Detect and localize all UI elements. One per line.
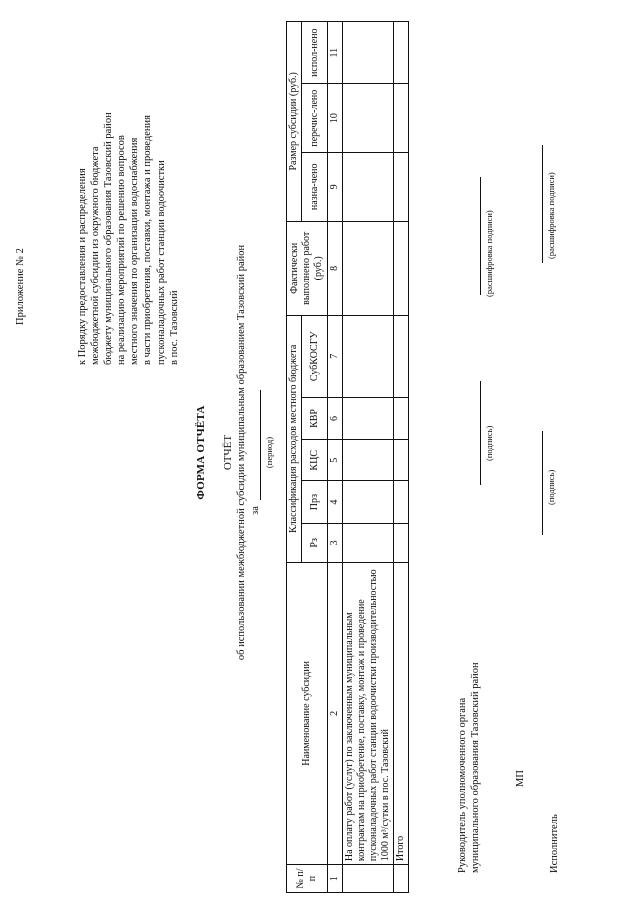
order-line: межбюджетной субсидии из окружного бюджета: [90, 146, 102, 365]
header-subsidy: Размер субсидии (руб.): [287, 22, 302, 222]
table-row-total: [394, 22, 409, 893]
cell-rz[interactable]: [343, 524, 394, 563]
cell-subkosgu[interactable]: [394, 316, 409, 398]
form-title: ФОРМА ОТЧЁТА: [195, 405, 207, 500]
cell-prz[interactable]: [394, 481, 409, 524]
executor-sign-line[interactable]: [542, 431, 543, 535]
order-line: на реализацию мероприятий по решению вопросов: [116, 135, 128, 365]
cell-rz[interactable]: [394, 524, 409, 563]
cell-prz[interactable]: [343, 481, 394, 524]
cell-kcs[interactable]: [343, 440, 394, 481]
appendix-number: Приложение № 2: [15, 248, 26, 325]
col-num: 7: [328, 316, 343, 398]
head-decode-line[interactable]: [480, 177, 481, 295]
header-actual: Фактически выполнено работ (руб.): [287, 221, 328, 315]
cell-assigned[interactable]: [343, 152, 394, 221]
header-subkosgu: СубКОСГУ: [302, 316, 328, 398]
executor-decode-line[interactable]: [542, 145, 543, 263]
col-num: 1: [328, 865, 343, 893]
header-assigned: назна-чено: [302, 152, 328, 221]
col-num: 10: [328, 84, 343, 153]
row-num: [343, 865, 394, 893]
order-line: местного значения по организации водоснабжения: [129, 137, 141, 365]
stamp-label: МП: [515, 770, 526, 787]
col-num: 6: [328, 397, 343, 440]
header-num: № п/п: [287, 865, 328, 893]
order-line: пусконаладочных работ станции водоочистки: [155, 160, 167, 365]
cell-used[interactable]: [343, 22, 394, 84]
col-num: 9: [328, 152, 343, 221]
report-title: ОТЧЁТ: [222, 434, 234, 471]
header-rz: Рз: [302, 524, 328, 563]
col-num: 3: [328, 524, 343, 563]
header-classification: Классификация расходов местного бюджета: [287, 316, 302, 563]
cell-actual[interactable]: [394, 221, 409, 315]
col-num: 8: [328, 221, 343, 315]
decode-caption: (расшифровка подписи): [484, 210, 494, 297]
header-name: Наименование субсидии: [287, 562, 328, 864]
period-caption: (период): [264, 436, 274, 469]
head-line: муниципального образования Тазовский район: [470, 662, 481, 873]
order-line: в пос. Тазовский: [168, 290, 180, 365]
decode-caption: (расшифровка подписи): [546, 172, 556, 259]
cell-assigned[interactable]: [394, 152, 409, 221]
col-num: 2: [328, 562, 343, 864]
cell-kcs[interactable]: [394, 440, 409, 481]
executor-label: Исполнитель: [549, 814, 560, 873]
row-num: [394, 865, 409, 893]
cell-used[interactable]: [394, 22, 409, 84]
column-number-row: [328, 22, 343, 893]
header-transferred: перечис-лено: [302, 84, 328, 153]
cell-subkosgu[interactable]: [343, 316, 394, 398]
order-line: к Порядку предоставления и распределения: [77, 168, 88, 365]
header-kcs: КЦС: [302, 440, 328, 481]
cell-kvr[interactable]: [394, 397, 409, 440]
sign-caption: (подпись): [546, 469, 556, 505]
cell-transferred[interactable]: [343, 84, 394, 153]
cell-transferred[interactable]: [394, 84, 409, 153]
table-row: [343, 22, 394, 893]
row-name: На оплату работ (услуг) по заключенным муниципальным контрактам на приобретение, поставку, монтаж и проведение пусконаладочных работ станции водоочистки производительностью 1000 м³/сутки в пос. Тазовский: [343, 562, 394, 864]
order-line: бюджету муниципального образования Тазовский район: [103, 112, 115, 365]
order-reference: [76, 112, 181, 365]
head-sign-line[interactable]: [480, 381, 481, 485]
header-prz: Прз: [302, 481, 328, 524]
report-subtitle: об использовании межбюджетной субсидии муниципальным образованием Тазовский район: [236, 244, 247, 661]
sign-caption: (подпись): [484, 425, 494, 461]
row-name: Итого: [394, 562, 409, 864]
col-num: 4: [328, 481, 343, 524]
head-signatory: [456, 662, 482, 873]
period-prefix: за: [250, 506, 261, 515]
period-field[interactable]: [250, 390, 261, 500]
head-line: Руководитель уполномоченного органа: [457, 697, 468, 873]
header-kvr: КВР: [302, 397, 328, 440]
order-line: в части приобретения, поставки, монтажа и проведения: [142, 115, 154, 365]
cell-actual[interactable]: [343, 221, 394, 315]
cell-kvr[interactable]: [343, 397, 394, 440]
header-used: испол-нено: [302, 22, 328, 84]
col-num: 11: [328, 22, 343, 84]
period-row: [250, 0, 261, 905]
col-num: 5: [328, 440, 343, 481]
report-table: [286, 21, 409, 893]
